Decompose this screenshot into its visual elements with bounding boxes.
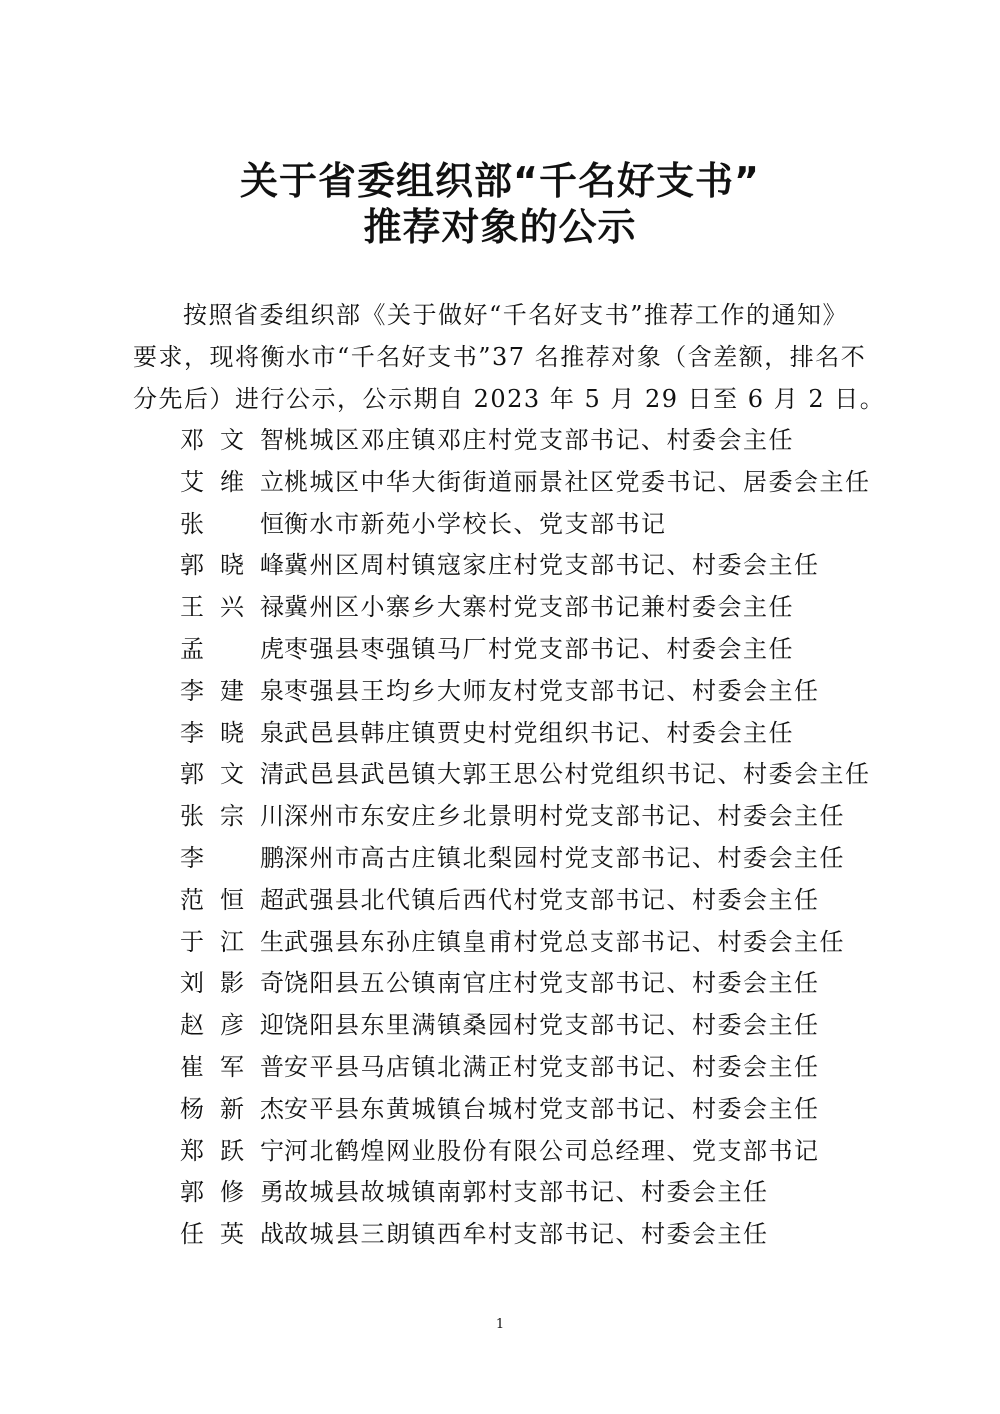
- nominee-description: 武强县北代镇后西代村党支部书记、村委会主任: [284, 885, 820, 914]
- nominee-name: 李建泉: [180, 676, 284, 705]
- nominee-description: 枣强县枣强镇马厂村党支部书记、村委会主任: [284, 634, 794, 663]
- nominee-description: 冀州区周村镇寇家庄村党支部书记、村委会主任: [284, 551, 820, 580]
- nominee-name: 郭修勇: [180, 1178, 284, 1207]
- list-item: [180, 545, 880, 587]
- nominee-name: 李 鹏: [180, 843, 284, 872]
- list-item: [180, 1172, 880, 1214]
- nominee-name: 孟 虎: [180, 634, 284, 663]
- nominee-name: 张宗川: [180, 802, 284, 831]
- nominee-description: 故城县三朗镇西牟村支部书记、村委会主任: [284, 1220, 769, 1249]
- list-item: [180, 629, 880, 671]
- nominee-description: 枣强县王均乡大师友村党支部书记、村委会主任: [284, 676, 820, 705]
- list-item: [180, 963, 880, 1005]
- nominee-name: 王兴禄: [180, 593, 284, 622]
- list-item: [180, 922, 880, 964]
- nominee-name: 赵彦迎: [180, 1011, 284, 1040]
- nominee-description: 深州市东安庄乡北景明村党支部书记、村委会主任: [284, 802, 845, 831]
- nominee-name: 任英战: [180, 1220, 284, 1249]
- nominee-name: 刘影奇: [180, 969, 284, 998]
- nominee-name: 范恒超: [180, 885, 284, 914]
- nominee-name: 杨新杰: [180, 1094, 284, 1123]
- list-item: [180, 1005, 880, 1047]
- nominee-description: 深州市高古庄镇北梨园村党支部书记、村委会主任: [284, 843, 845, 872]
- list-item: [180, 1214, 880, 1256]
- nominee-name: 李晓泉: [180, 718, 284, 747]
- nominee-description: 武邑县韩庄镇贾史村党组织书记、村委会主任: [284, 718, 794, 747]
- nominee-description: 故城县故城镇南郭村支部书记、村委会主任: [284, 1178, 769, 1207]
- list-item: [180, 462, 880, 504]
- list-item: [180, 838, 880, 880]
- list-item: [180, 587, 880, 629]
- nominee-name: 邓文智: [180, 426, 284, 454]
- intro-paragraph: [133, 294, 886, 420]
- title-line-1: 关于省委组织部“千名好支书”: [240, 159, 760, 203]
- list-item: [180, 1131, 880, 1173]
- list-item: [180, 1089, 880, 1131]
- intro-line-2: 要求，现将衡水市“千名好支书”37 名推荐对象（含差额，排名不: [133, 343, 867, 371]
- list-item: [180, 754, 880, 796]
- list-item: [180, 1047, 880, 1089]
- nominee-name: 于江生: [180, 927, 284, 956]
- nominee-description: 衡水市新苑小学校长、党支部书记: [284, 509, 667, 538]
- nominee-description: 安平县马店镇北满正村党支部书记、村委会主任: [284, 1052, 820, 1081]
- list-item: [180, 796, 880, 838]
- nominee-description: 饶阳县东里满镇桑园村党支部书记、村委会主任: [284, 1011, 820, 1040]
- nominee-description: 桃城区中华大街街道丽景社区党委书记、居委会主任: [284, 467, 871, 496]
- nominee-name: 郭晓峰: [180, 551, 284, 580]
- nominee-name: 张 恒: [180, 509, 284, 538]
- nominee-name: 郭文清: [180, 760, 284, 789]
- nominee-description: 河北鹤煌网业股份有限公司总经理、党支部书记: [284, 1136, 820, 1165]
- list-item: [180, 504, 880, 546]
- intro-line-3: 分先后）进行公示，公示期自 2023 年 5 月 29 日至 6 月 2 日。: [133, 385, 886, 413]
- page-number: 1: [495, 1317, 505, 1332]
- nominee-description: 武邑县武邑镇大郭王思公村党组织书记、村委会主任: [284, 760, 871, 789]
- intro-line-1: 按照省委组织部《关于做好“千名好支书”推荐工作的通知》: [183, 301, 849, 329]
- nominee-description: 武强县东孙庄镇皇甫村党总支部书记、村委会主任: [284, 927, 845, 956]
- nominee-name: 郑跃宁: [180, 1136, 284, 1165]
- list-item: [180, 880, 880, 922]
- list-item: [180, 713, 880, 755]
- document-title: [0, 158, 1000, 250]
- list-item: [180, 420, 880, 462]
- nominee-name: 崔军普: [180, 1052, 284, 1081]
- nominee-list: [180, 420, 880, 1256]
- nominee-name: 艾维立: [180, 467, 284, 496]
- nominee-description: 桃城区邓庄镇邓庄村党支部书记、村委会主任: [284, 426, 794, 454]
- nominee-description: 安平县东黄城镇台城村党支部书记、村委会主任: [284, 1094, 820, 1123]
- nominee-description: 饶阳县五公镇南官庄村党支部书记、村委会主任: [284, 969, 820, 998]
- list-item: [180, 671, 880, 713]
- nominee-description: 冀州区小寨乡大寨村党支部书记兼村委会主任: [284, 593, 794, 622]
- title-line-2: 推荐对象的公示: [363, 205, 637, 249]
